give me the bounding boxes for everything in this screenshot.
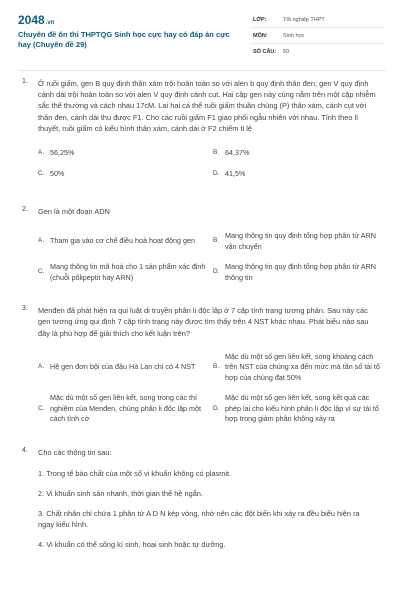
info-list — [38, 468, 377, 550]
option-text: 64,37% — [225, 148, 250, 158]
option-c[interactable] — [38, 169, 213, 180]
option-letter: B. — [213, 363, 220, 371]
option-letter: C. — [38, 404, 45, 412]
option-letter: A. — [38, 149, 45, 157]
info-item: 2. Vi khuẩn sinh sản nhanh, thời gian thế hệ ngắn. — [38, 489, 203, 499]
question-text: Ở ruồi giấm, gen B quy định thân xám trội hoàn toàn so với alen b quy định thân đen; gen V quy định cánh dài trội hoàn toàn so với alen V quy định cánh cụt. Hai cặp gen này cùng nằm trên một cặp nhiễm sắc thể thường và cách nhau 17cM. Lai hai cá thể ruồi giấm thuần chủng (P) thân xám, cánh cụt với thân đen, cánh dài thu được F1. Cho các ruồi giấm F1 giao phối ngẫu nhiên với nhau. Tính theo lí thuyết, ruồi giấm có kiểu hình thân xám, cánh dài ở F2 chiếm tỉ lệ — [38, 79, 376, 133]
option-letter: C. — [38, 268, 45, 276]
answer-options — [38, 148, 377, 179]
meta-value: Tốt nghiệp THPT — [283, 16, 325, 23]
question-number: 4. — [22, 446, 28, 454]
option-b[interactable] — [213, 231, 388, 252]
option-a[interactable] — [38, 148, 213, 159]
option-c[interactable] — [38, 393, 213, 425]
question-number: 2. — [22, 206, 28, 214]
question-1 — [22, 78, 377, 179]
question-number: 1. — [22, 78, 28, 85]
option-text: Mặc dù một số gen liên kết, song khoảng cách trên NST của chúng xa đến mức mà tần số tái tổ hợp của chúng đạt 50% — [225, 351, 380, 382]
option-d[interactable] — [213, 169, 388, 180]
meta-info — [253, 12, 383, 59]
meta-row-class — [253, 12, 383, 28]
answer-options — [38, 351, 380, 425]
option-d[interactable] — [213, 393, 388, 425]
info-item: 4. Vi khuẩn có thể sống kí sinh, hoại sinh hoặc tự dưỡng. — [38, 540, 226, 550]
option-letter: A. — [38, 237, 45, 245]
question-text: Gen là một đoạn ADN — [38, 207, 110, 217]
logo-suffix: .vn — [45, 20, 55, 26]
option-letter: C. — [38, 169, 45, 177]
info-item: 3. Chất nhân chỉ chứa 1 phân tử A D N kép vòng, nhờ nên các đột biến khi xảy ra đều biểu hiện ra ngay kiểu hình. — [38, 509, 360, 530]
answer-options — [38, 231, 377, 283]
option-text: Tham gia vào cơ chế điều hoà hoạt động gen — [50, 236, 195, 246]
question-text: Cho các thông tin sau: — [38, 447, 112, 457]
document-header — [0, 0, 400, 70]
option-text: 50% — [50, 168, 65, 178]
meta-key: MÔN: — [253, 32, 268, 39]
question-4 — [22, 447, 377, 550]
info-item: 1. Trong tế bào chất của một số vi khuẩn không có plasmit. — [38, 469, 232, 479]
option-text: Mang thông tin mã hoá cho 1 sản phẩm xác định (chuỗi pôlipeptit hay ARN) — [50, 262, 206, 282]
option-a[interactable] — [38, 352, 213, 384]
meta-row-subject — [253, 28, 383, 44]
option-text: Mặc dù một số gen liên kết, song kết quả các phép lai cho kiểu hình phân li độc lập vì sự tái tổ hợp trong giảm phân không xảy ra — [225, 393, 379, 424]
option-letter: D. — [213, 404, 220, 412]
option-letter: D. — [213, 169, 220, 177]
header-divider — [18, 70, 386, 71]
option-text: Mặc dù một số gen liên kết, song trong các thí nghiệm của Menđen, chúng phân li độc lập một cách tình cờ — [50, 393, 202, 424]
question-3 — [22, 305, 380, 425]
option-text: Hệ gen đơn bội của đậu Hà Lan chỉ có 4 NST — [50, 362, 196, 372]
option-a[interactable] — [38, 231, 213, 252]
option-text: Mang thông tin quy định tổng hợp phân tử ARN thông tin — [225, 262, 376, 282]
option-b[interactable] — [213, 148, 388, 159]
question-2 — [22, 206, 377, 283]
meta-value: 50 — [283, 48, 290, 55]
option-text: Mang thông tin quy định tổng hợp phân tử ARN vận chuyển — [225, 231, 376, 251]
document-title: Chuyên đề ôn thi THPTQG Sinh học cực hay có đáp án cực hay (Chuyên đề 29) — [18, 30, 230, 49]
option-c[interactable] — [38, 262, 213, 283]
site-logo[interactable] — [18, 13, 54, 27]
meta-row-count — [253, 44, 383, 59]
option-letter: B. — [213, 237, 220, 245]
meta-value: Sinh học — [283, 32, 305, 39]
question-number: 3. — [22, 305, 28, 313]
option-d[interactable] — [213, 262, 388, 283]
logo-text: 2048 — [18, 13, 45, 27]
option-b[interactable] — [213, 352, 388, 384]
option-text: 56,25% — [50, 148, 75, 158]
meta-key: LỚP: — [253, 16, 267, 23]
question-list — [0, 78, 400, 559]
option-letter: A. — [38, 363, 45, 371]
option-text: 41,5% — [225, 168, 246, 178]
meta-key: SỐ CÂU: — [253, 48, 277, 55]
option-letter: D. — [213, 268, 220, 276]
question-text: Menđen đã phát hiện ra qui luật di truyền phân li độc lập ở 7 cặp tính trạng tương phản. Sau này các gen tương ứng qui định 7 cặp tính trạng này được tìm thấy trên 4 NST khác nhau. Phát biểu nào sau đây là phù hợp để giải thích cho kết luận trên? — [38, 306, 369, 338]
option-letter: B. — [213, 149, 220, 157]
